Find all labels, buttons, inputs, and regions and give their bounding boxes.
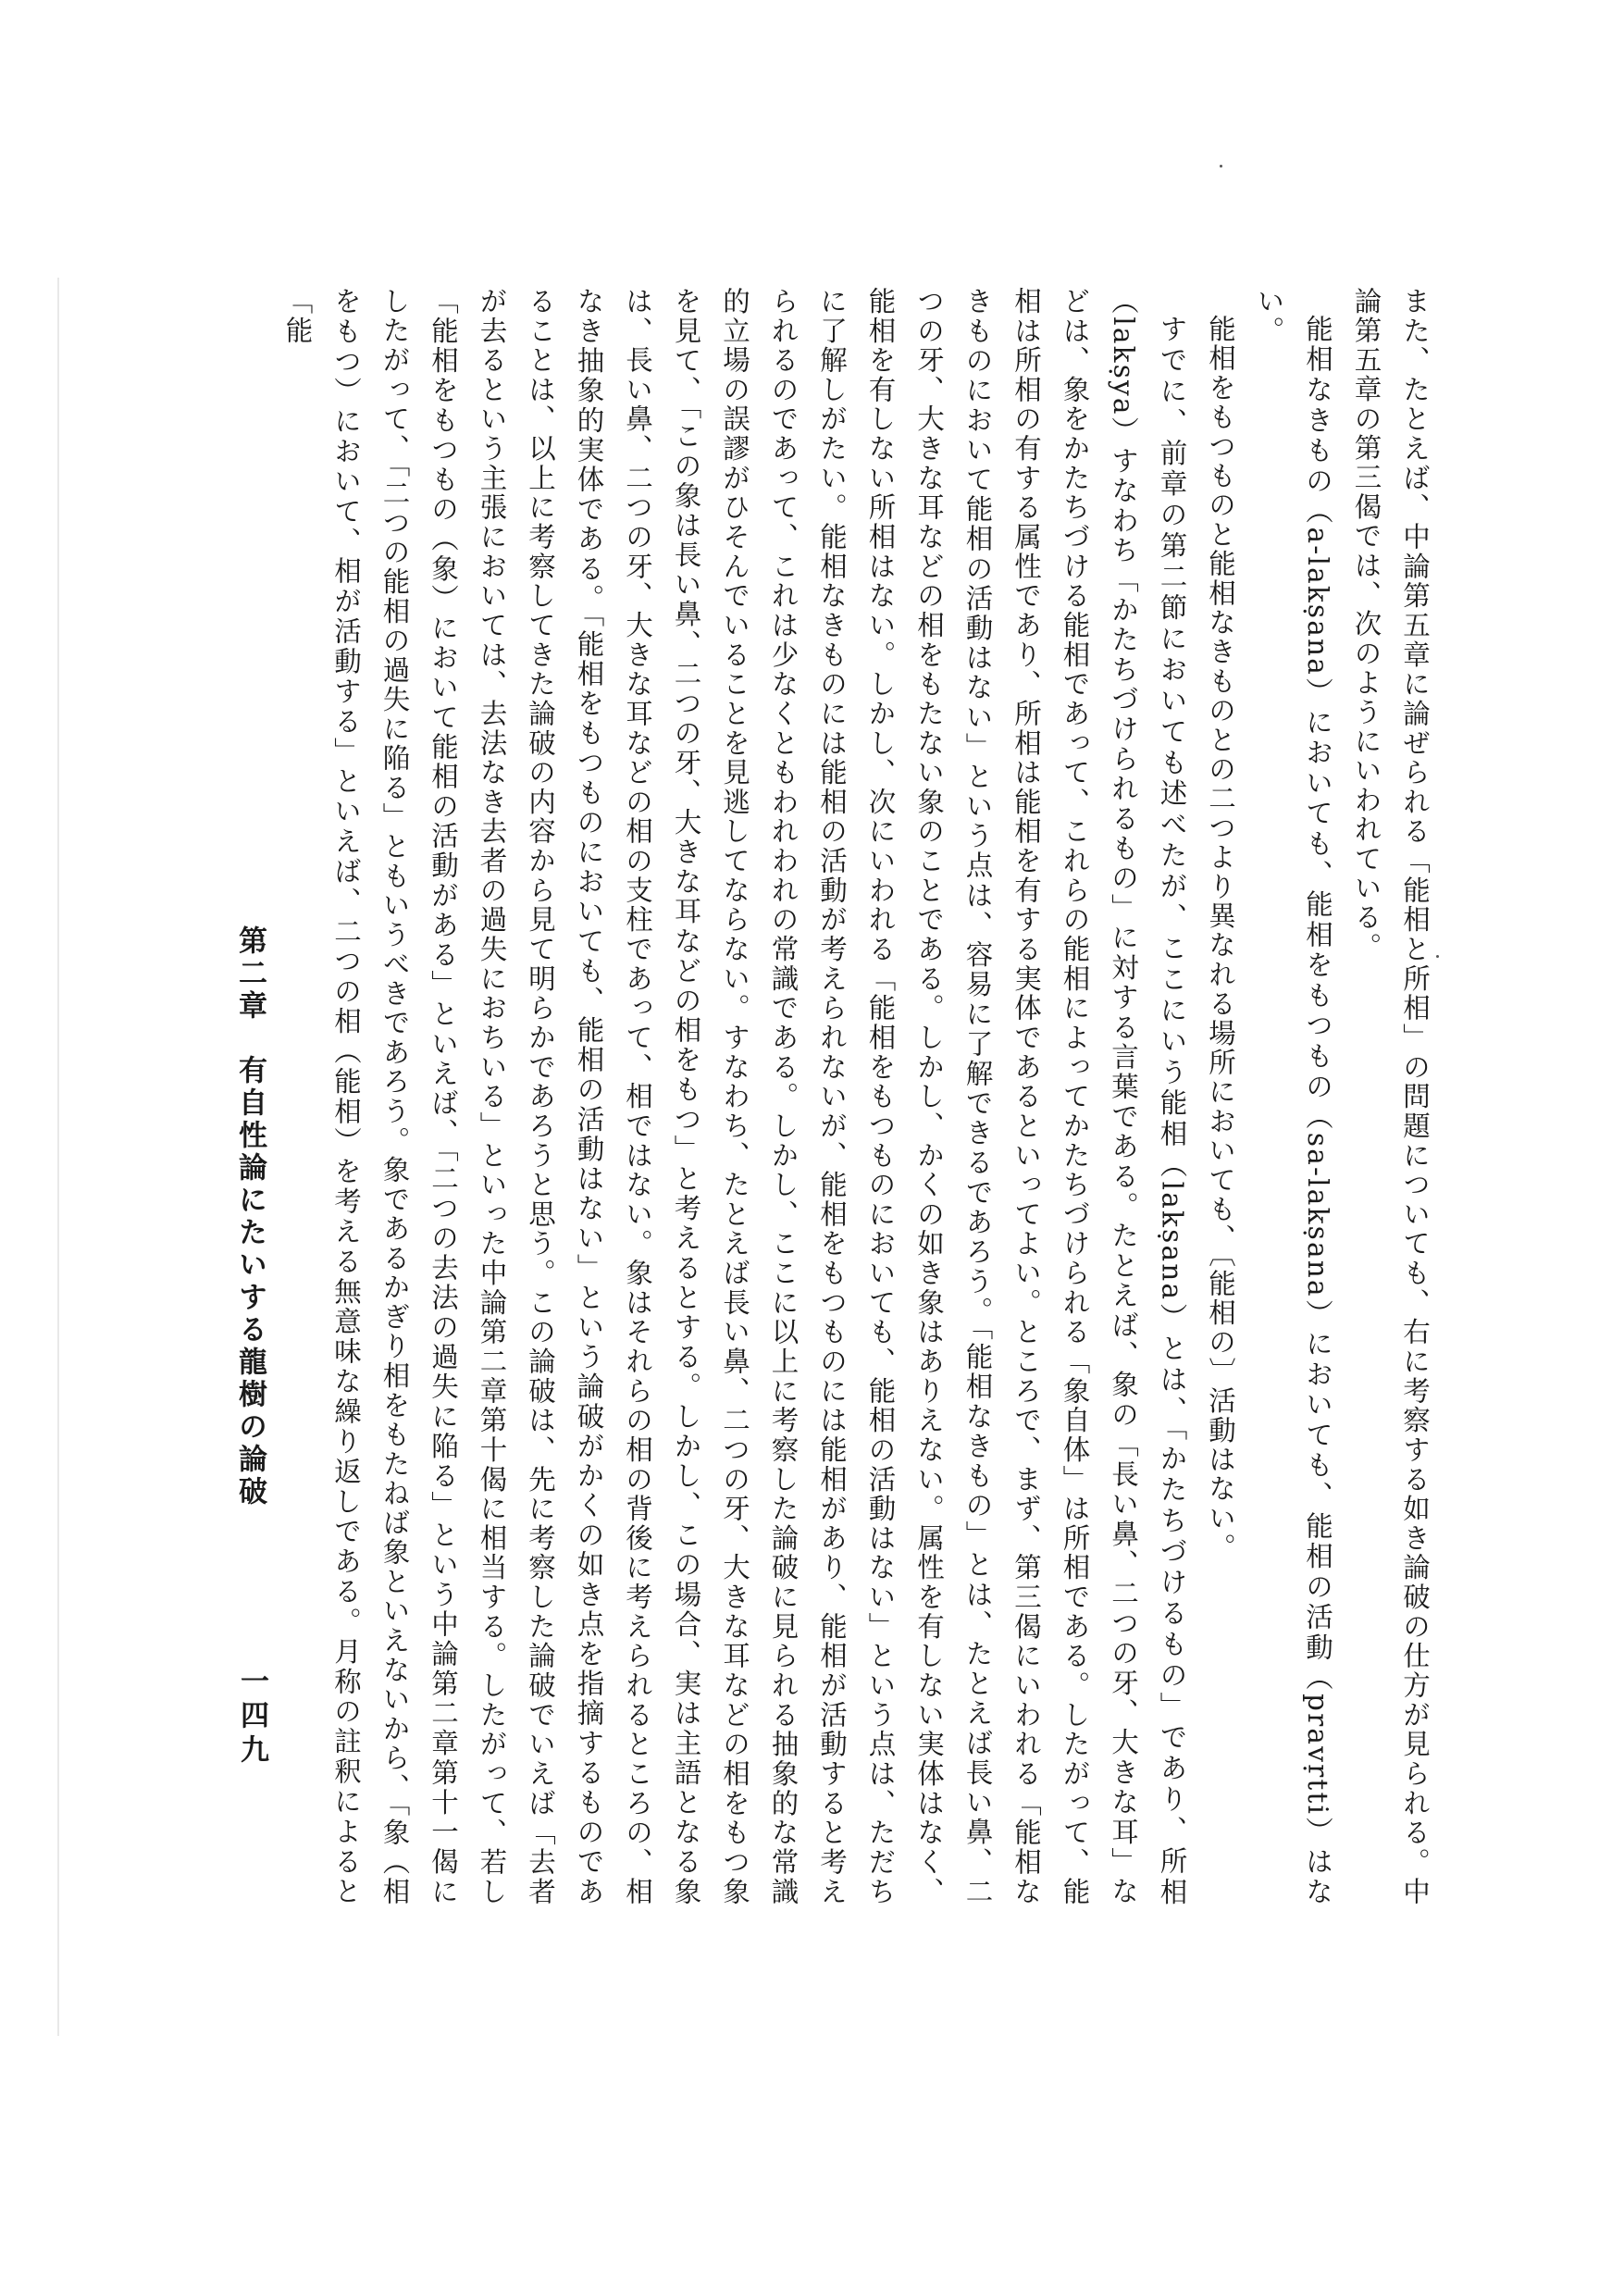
paragraph-4: すでに、前章の第二節においても述べたが、ここにいう能相（lakṣana）とは、「かたちづけるもの」であり、所相（lakṣya）すなわち「かたちづけられるもの」に対する言葉である。たとえば、象の「長い鼻、二つの牙、大きな耳」などは、象をかたちづける能相であって、これらの能相によってかたちづけられる「象自体」は所相である。したがって、能相は所相の有する属性であり、所相は能相を有する実体であるといってよい。ところで、まず、第三偈にいわれる「能相なきものにおいて能相の活動はない」という点は、容易に了解できるであろう。「能相なきもの」とは、たとえば長い鼻、二つの牙、大きな耳などの相をもたない象のことである。しかし、かくの如き象はありえない。属性を有しない実体はなく、能相を有しない所相はない。しかし、次にいわれる「能相をもつものにおいても、能相の活動はない」という点は、ただちに了解しがたい。能相なきものには能相の活動が考えられないが、能相をもつものには能相があり、能相が活動すると考えられるのであって、これは少なくともわれわれの常識である。しかし、ここに以上に考察した論破に見られる抽象的な常識的立場の誤謬がひそんでいることを見逃してならない。すなわち、たとえば長い鼻、二つの牙、大きな耳などの相をもつ象を見て、「この象は長い鼻、二つの牙、大きな耳などの相をもつ」と考えるとする。しかし、この場合、実は主語となる象は、長い鼻、二つの牙、大きな耳などの相の支柱であって、相ではない。象はそれらの相の背後に考えられるところの、相なき抽象的実体である。「能相をもつものにおいても、能相の活動はない」という論破がかくの如き点を指摘するものであることは、以上に考察してきた論破の内容から見て明らかであろうと思う。この論破は、先に考察した論破でいえば「去者が去るという主張においては、去法なき去者の過失におちいる」といった中論第二章第十偈に相当する。したがって、若し「能相をもつもの（象）において能相の活動がある」といえば、「二つの去法の過失に陥る」という中論第二章第十一偈にしたがって、「二つの能相の過失に陥る」ともいうべきであろう。象であるかぎり相をもたねば象といえないから、「象（相をもつ）において、相が活動する」といえば、二つの相（能相）を考える無意味な繰り返しである。月称の註釈によると「能 bbox=[281, 287, 1188, 1906]
scan-edge-mark bbox=[57, 278, 59, 2036]
body-text bbox=[167, 287, 1439, 1906]
paragraph-2-verse-line-1: 能相なきもの（a-lakṣana）においても、能相をもつもの（sa-lakṣana）においても、能相の活動（pravṛtti）はない。 bbox=[1253, 287, 1333, 1906]
paragraph-3-verse-line-2: 能相をもつものと能相なきものとの二つより異なれる場所においても、〔能相の〕活動はない。 bbox=[1205, 314, 1236, 1562]
scan-speck bbox=[1220, 165, 1222, 168]
page-number: 一四九 bbox=[235, 1666, 268, 1769]
running-head: 第二章 有自性論にたいする龍樹の論破 bbox=[233, 925, 267, 1508]
paragraph-1: また、たとえば、中論第五章に論ぜられる「能相と所相」の問題についても、右に考察する如き論破の仕方が見られる。中論第五章の第三偈では、次のようにいわれている。 bbox=[1350, 287, 1431, 1906]
